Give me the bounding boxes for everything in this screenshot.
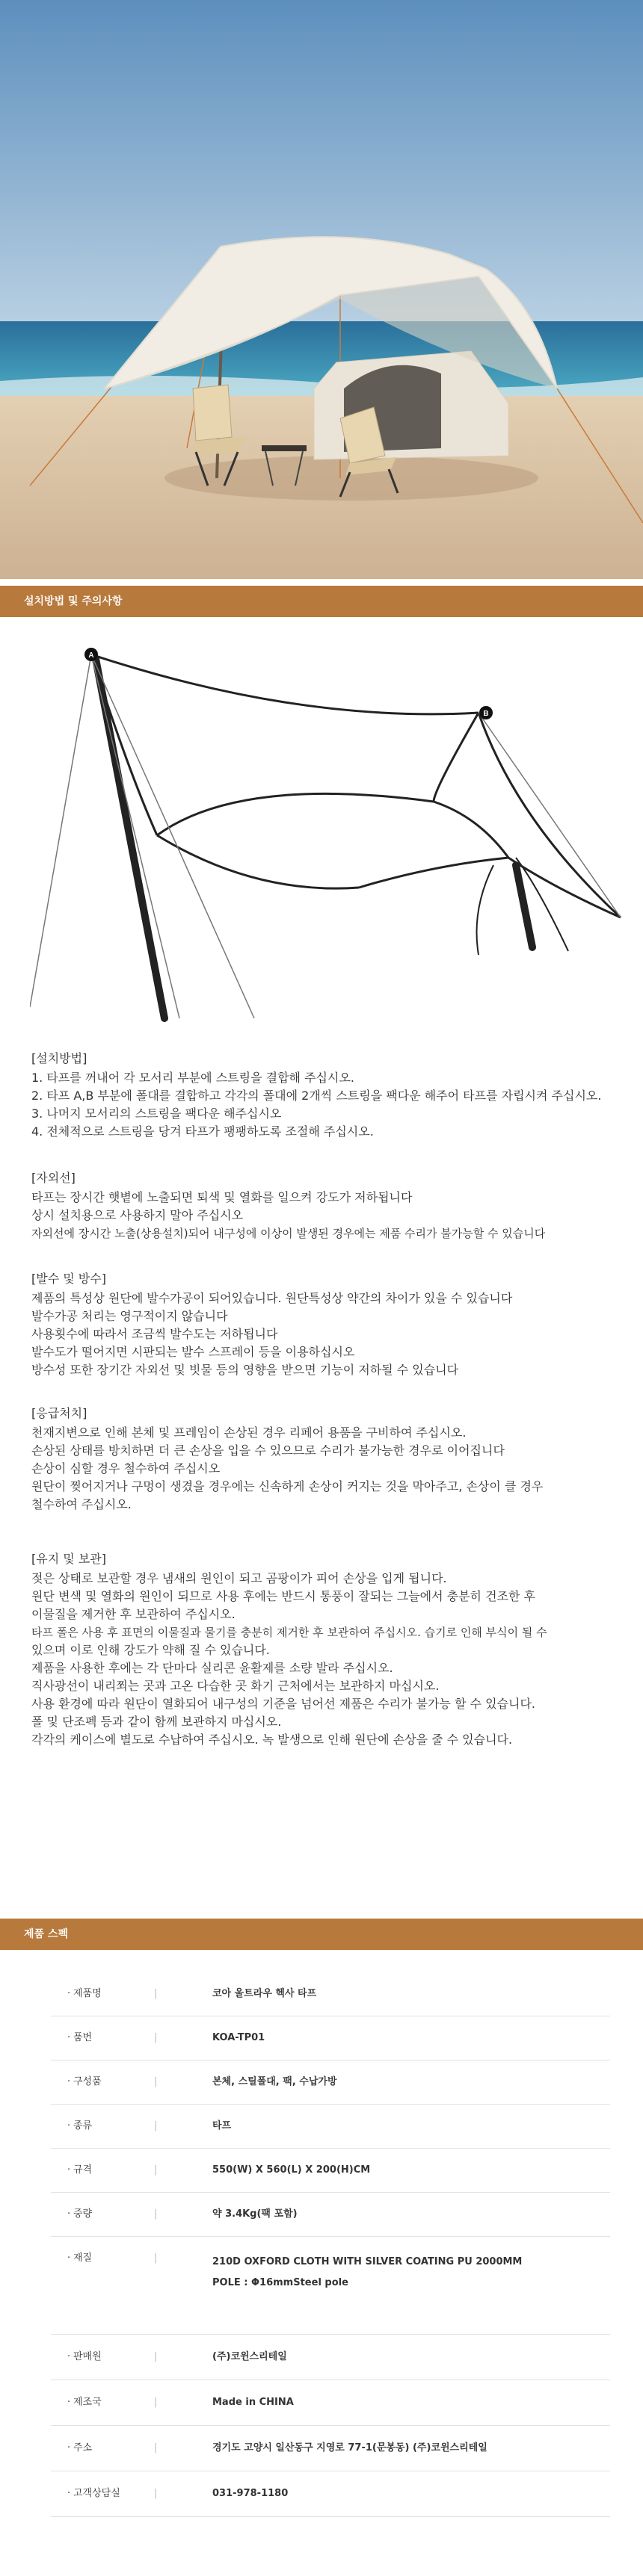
section-title-specs: 제품 스펙 — [24, 1928, 68, 1940]
beach-tarp-illustration — [0, 0, 643, 579]
emergency-line: 천재지변으로 인해 본체 및 프레임이 손상된 경우 리페어 용품을 구비하여 주십시오. — [31, 1425, 467, 1440]
emergency-line: 손상된 상태를 방치하면 더 큰 손상을 입을 수 있으므로 수리가 불가능한 경우로 이어집니다 — [31, 1443, 505, 1458]
emergency-line: 철수하여 주십시오. — [31, 1497, 132, 1511]
spec-label: 중량 — [73, 2208, 93, 2220]
uv-line: 자외선에 장시간 노출(상용설치)되어 내구성에 이상이 발생된 경우에는 제품 수리가 불가능할 수 있습니다 — [31, 1227, 546, 1240]
spec-value-line: (주)코윈스리테일 — [212, 2351, 287, 2362]
emergency-block — [31, 1405, 630, 1514]
spec-value — [212, 1972, 316, 2016]
section-bar-install — [0, 586, 643, 617]
spec-row-type: · 종류 | 타프 — [51, 2105, 610, 2149]
spec-value — [212, 2061, 337, 2104]
spec-label: 판매원 — [73, 2351, 102, 2362]
spec-value — [212, 2149, 370, 2192]
install-block — [31, 1050, 630, 1141]
spec-row-material: · 재질 | 210D OXFORD CLOTH WITH SILVER COATING PU 2000MM POLE : Φ16mmSteel pole — [51, 2237, 610, 2335]
storage-line: 제품을 사용한 후에는 각 단마다 실리콘 윤활제를 소량 발라 주십시오. — [31, 1661, 393, 1675]
spec-value-line: KOA-TP01 — [212, 2032, 265, 2043]
install-line: 3. 나머지 모서리의 스트링을 팩다운 해주십시오 — [31, 1106, 282, 1121]
spec-value — [212, 2105, 231, 2148]
waterproof-line: 발수도가 떨어지면 시판되는 발수 스프레이 등을 이용하십시오 — [31, 1345, 355, 1359]
install-line: 2. 타프 A,B 부분에 폴대를 결합하고 각각의 폴대에 2개씩 스트링을 팩다운 해주어 타프를 자립시켜 주십시오. — [31, 1089, 602, 1103]
spec-row-seller: · 판매원 | (주)코윈스리테일 — [51, 2335, 610, 2380]
spec-label: 종류 — [73, 2120, 93, 2131]
install-line: 4. 전체적으로 스트링을 당겨 타프가 팽팽하도록 조절해 주십시오. — [31, 1124, 374, 1139]
spec-value-line: 210D OXFORD CLOTH WITH SILVER COATING PU 2000MM — [212, 2256, 523, 2267]
diagram-marker-a — [84, 648, 98, 661]
storage-line: 있으며 이로 인해 강도가 약해 질 수 있습니다. — [31, 1643, 270, 1657]
section-title-install: 설치방법 및 주의사항 — [24, 595, 123, 607]
storage-line: 사용 환경에 따라 원단이 열화되어 내구성의 기준을 넘어선 제품은 수리가 불가능 할 수 있습니다. — [31, 1697, 535, 1711]
spec-value — [212, 2335, 287, 2380]
spec-row-address: · 주소 | 경기도 고양시 일산동구 지영로 77-1(문봉동) (주)코윈스리테일 — [51, 2426, 610, 2471]
spec-label: 제품명 — [73, 1988, 102, 1999]
spec-row-name: · 제품명 | 코아 울트라우 헥사 타프 — [51, 1972, 610, 2016]
storage-block — [31, 1550, 630, 1749]
spec-row-code: · 품번 | KOA-TP01 — [51, 2016, 610, 2061]
spec-row-weight: · 중량 | 약 3.4Kg(팩 포함) — [51, 2193, 610, 2237]
diagram-marker-b — [479, 706, 493, 719]
storage-line: 각각의 케이스에 별도로 수납하여 주십시오. 녹 발생으로 인해 원단에 손상을 줄 수 있습니다. — [31, 1733, 513, 1747]
spec-value-line: 약 3.4Kg(팩 포함) — [212, 2208, 298, 2220]
waterproof-line: 제품의 특성상 원단에 발수가공이 되어있습니다. 원단특성상 약간의 차이가 있을 수 있습니다 — [31, 1291, 513, 1305]
spec-label: 고객상담실 — [73, 2488, 120, 2499]
storage-line: 원단 변색 및 열화의 원인이 되므로 사용 후에는 반드시 통풍이 잘되는 그늘에서 충분히 건조한 후 — [31, 1589, 535, 1603]
storage-line: 젖은 상태로 보관할 경우 냄새의 원인이 되고 곰팡이가 피어 손상을 입게 됩니다. — [31, 1571, 447, 1585]
spec-value — [212, 2471, 288, 2516]
storage-line: 직사광선이 내리쬐는 곳과 고온 다습한 곳 화기 근처에서는 보관하지 마십시오. — [31, 1679, 440, 1693]
emergency-line: 손상이 심할 경우 철수하여 주십시오 — [31, 1461, 221, 1476]
waterproof-line: 사용횟수에 따라서 조금씩 발수도는 저하됩니다 — [31, 1327, 278, 1341]
spec-label: 규격 — [73, 2164, 93, 2176]
spec-row-phone: · 고객상담실 | 031-978-1180 — [51, 2471, 610, 2517]
spec-value-line: 타프 — [212, 2120, 232, 2131]
waterproof-line: 발수가공 처리는 영구적이지 않습니다 — [31, 1309, 228, 1323]
install-title: [설치방법] — [31, 1051, 87, 1065]
storage-title: [유지 및 보관] — [31, 1552, 106, 1566]
spec-label: 재질 — [73, 2253, 93, 2264]
diagram-label-a: A — [88, 651, 94, 660]
waterproof-block — [31, 1270, 630, 1379]
diagram-tarp-outline — [91, 654, 621, 917]
install-line: 1. 타프를 꺼내어 각 모서리 부분에 스트링을 결합해 주십시오. — [31, 1071, 354, 1085]
spec-table — [51, 1972, 610, 2517]
storage-line: 이물질을 제거한 후 보관하여 주십시오. — [31, 1607, 236, 1621]
emergency-title: [응급처치] — [31, 1406, 87, 1420]
spec-value — [212, 2016, 265, 2060]
spec-value — [212, 2193, 298, 2236]
uv-block — [31, 1169, 630, 1242]
diagram-strings — [30, 654, 621, 1018]
uv-title: [자외선] — [31, 1171, 76, 1185]
spec-value-line: 550(W) X 560(L) X 200(H)CM — [212, 2164, 371, 2176]
spec-row-contents: · 구성품 | 본체, 스틸폴대, 팩, 수납가방 — [51, 2061, 610, 2105]
emergency-line: 원단이 찢어지거나 구멍이 생겼을 경우에는 신속하게 손상이 커지는 것을 막아주고, 손상이 클 경우 — [31, 1479, 544, 1493]
storage-line: 타프 폴은 사용 후 표면의 이물질과 물기를 충분히 제거한 후 보관하여 주십시오. 습기로 인해 부식이 될 수 — [31, 1626, 547, 1639]
section-bar-specs — [0, 1919, 643, 1950]
spec-label: 제조국 — [73, 2397, 102, 2408]
spec-value-line: POLE : Φ16mmSteel pole — [212, 2277, 348, 2288]
spec-label: 주소 — [73, 2442, 93, 2453]
spec-row-size: · 규격 | 550(W) X 560(L) X 200(H)CM — [51, 2149, 610, 2193]
spec-value — [212, 2380, 294, 2425]
storage-line: 폴 및 단조펙 등과 같이 함께 보관하지 마십시오. — [31, 1715, 282, 1729]
spec-value-line: 경기도 고양시 일산동구 지영로 77-1(문봉동) (주)코윈스리테일 — [212, 2442, 487, 2453]
tarp-setup-diagram — [30, 641, 628, 1030]
spec-value-line: 코아 울트라우 헥사 타프 — [212, 1988, 317, 1999]
hero-photo — [0, 0, 643, 579]
spec-value-line: 031-978-1180 — [212, 2488, 289, 2499]
spec-value-line: 본체, 스틸폴대, 팩, 수납가방 — [212, 2076, 337, 2087]
waterproof-line: 방수성 또한 장기간 자외선 및 빗물 등의 영향을 받으면 기능이 저하될 수 있습니다 — [31, 1363, 459, 1377]
waterproof-title: [발수 및 방수] — [31, 1272, 106, 1286]
spec-row-country: · 제조국 | Made in CHINA — [51, 2380, 610, 2426]
uv-line: 타프는 장시간 햇볕에 노출되면 퇴색 및 열화를 일으켜 강도가 저하됩니다 — [31, 1190, 413, 1204]
uv-line: 상시 설치용으로 사용하지 말아 주십시오 — [31, 1208, 244, 1222]
spec-label: 품번 — [73, 2032, 93, 2043]
spec-value — [212, 2252, 522, 2294]
setup-diagram — [30, 641, 628, 1030]
spec-value-line: Made in CHINA — [212, 2397, 294, 2408]
spec-value — [212, 2426, 487, 2471]
diagram-label-b: B — [483, 710, 489, 718]
spec-label: 구성품 — [73, 2076, 102, 2087]
